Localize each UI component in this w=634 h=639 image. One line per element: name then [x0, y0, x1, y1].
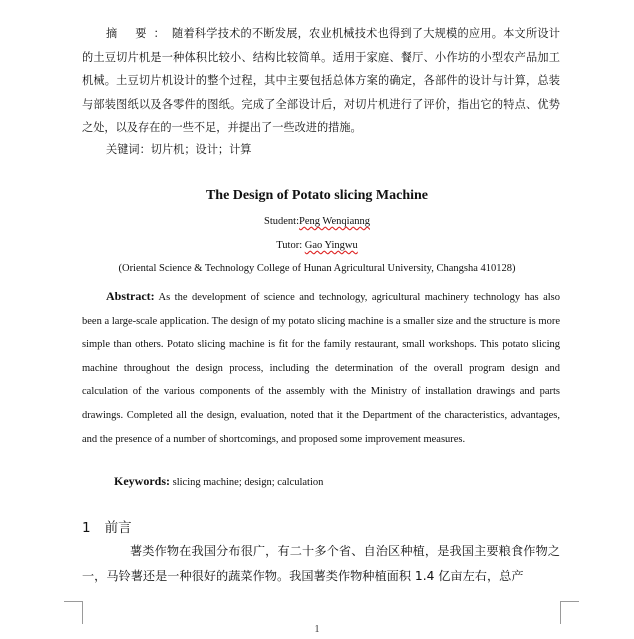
- margin-mark-left: [64, 601, 83, 624]
- english-title: The Design of Potato slicing Machine: [205, 188, 429, 203]
- chinese-abstract-label: 摘 要：: [106, 27, 173, 40]
- english-abstract-text: As the development of science and technology, agricultural machinery technology has also been a large-scale application. The design of my potato slicing machine is a smaller size and the structure is more simple than others. Potato slicing machine is fit for the family restaurant, small workshops. This potato slicing machine throughout the design process, including the determination of the overall program design and calculation of the various components of the assembly with the Ministry of installation drawings and parts drawings. Completed all the design, evaluation, noted that it the Department of the characteristics, advantages, and the presence of a number of shortcomings, and proposed some improvement measures.: [82, 292, 561, 445]
- tutor-label: Tutor:: [276, 240, 305, 251]
- english-abstract-label: Abstract:: [106, 289, 155, 303]
- chinese-keywords-text: 切片机；设计；计算: [150, 143, 252, 156]
- chinese-keywords: [106, 141, 251, 157]
- english-abstract: [82, 285, 560, 451]
- chinese-abstract-text: 随着科学技术的不断发展，农业机械技术也得到了大规模的应用。本文所设计的土豆切片机是一种体积比较小、结构比较简单。适用于家庭、餐厅、小作坊的小型农产品加工机械。土豆切片机设计的整个过程，其中主要包括总体方案的确定，各部件的设计与计算，总装与部装图纸以及各零件的图纸。完成了全部设计后，对切片机进行了评价，指出它的特点、优势之处，以及存在的一些不足，并提出了一些改进的措施。: [82, 27, 560, 134]
- student-name: Peng Wenqianng: [299, 216, 370, 227]
- section-number: 1: [82, 520, 91, 536]
- english-keywords: [114, 474, 323, 489]
- tutor-name: Gao Yingwu: [304, 240, 358, 251]
- section-title: 前言: [104, 520, 132, 536]
- english-keywords-text: slicing machine; design; calculation: [172, 477, 324, 488]
- section-heading: [82, 516, 132, 536]
- student-line: [0, 216, 634, 227]
- margin-mark-right: [560, 601, 579, 624]
- chinese-abstract: [82, 22, 560, 140]
- affiliation: (Oriental Science & Technology College of Hunan Agricultural University, Changsha 410128): [118, 263, 516, 274]
- tutor-line: [0, 240, 634, 251]
- chinese-keywords-label: 关键词：: [106, 143, 151, 156]
- english-keywords-label: Keywords:: [114, 474, 170, 488]
- section-body: 薯类作物在我国分布很广，有二十多个省、自治区种植，是我国主要粮食作物之一，马铃薯还是一种很好的蔬菜作物。我国薯类作物种植面积 1.4 亿亩左右，总产: [82, 544, 560, 583]
- page-number: 1: [314, 624, 320, 635]
- student-label: Student:: [263, 216, 299, 227]
